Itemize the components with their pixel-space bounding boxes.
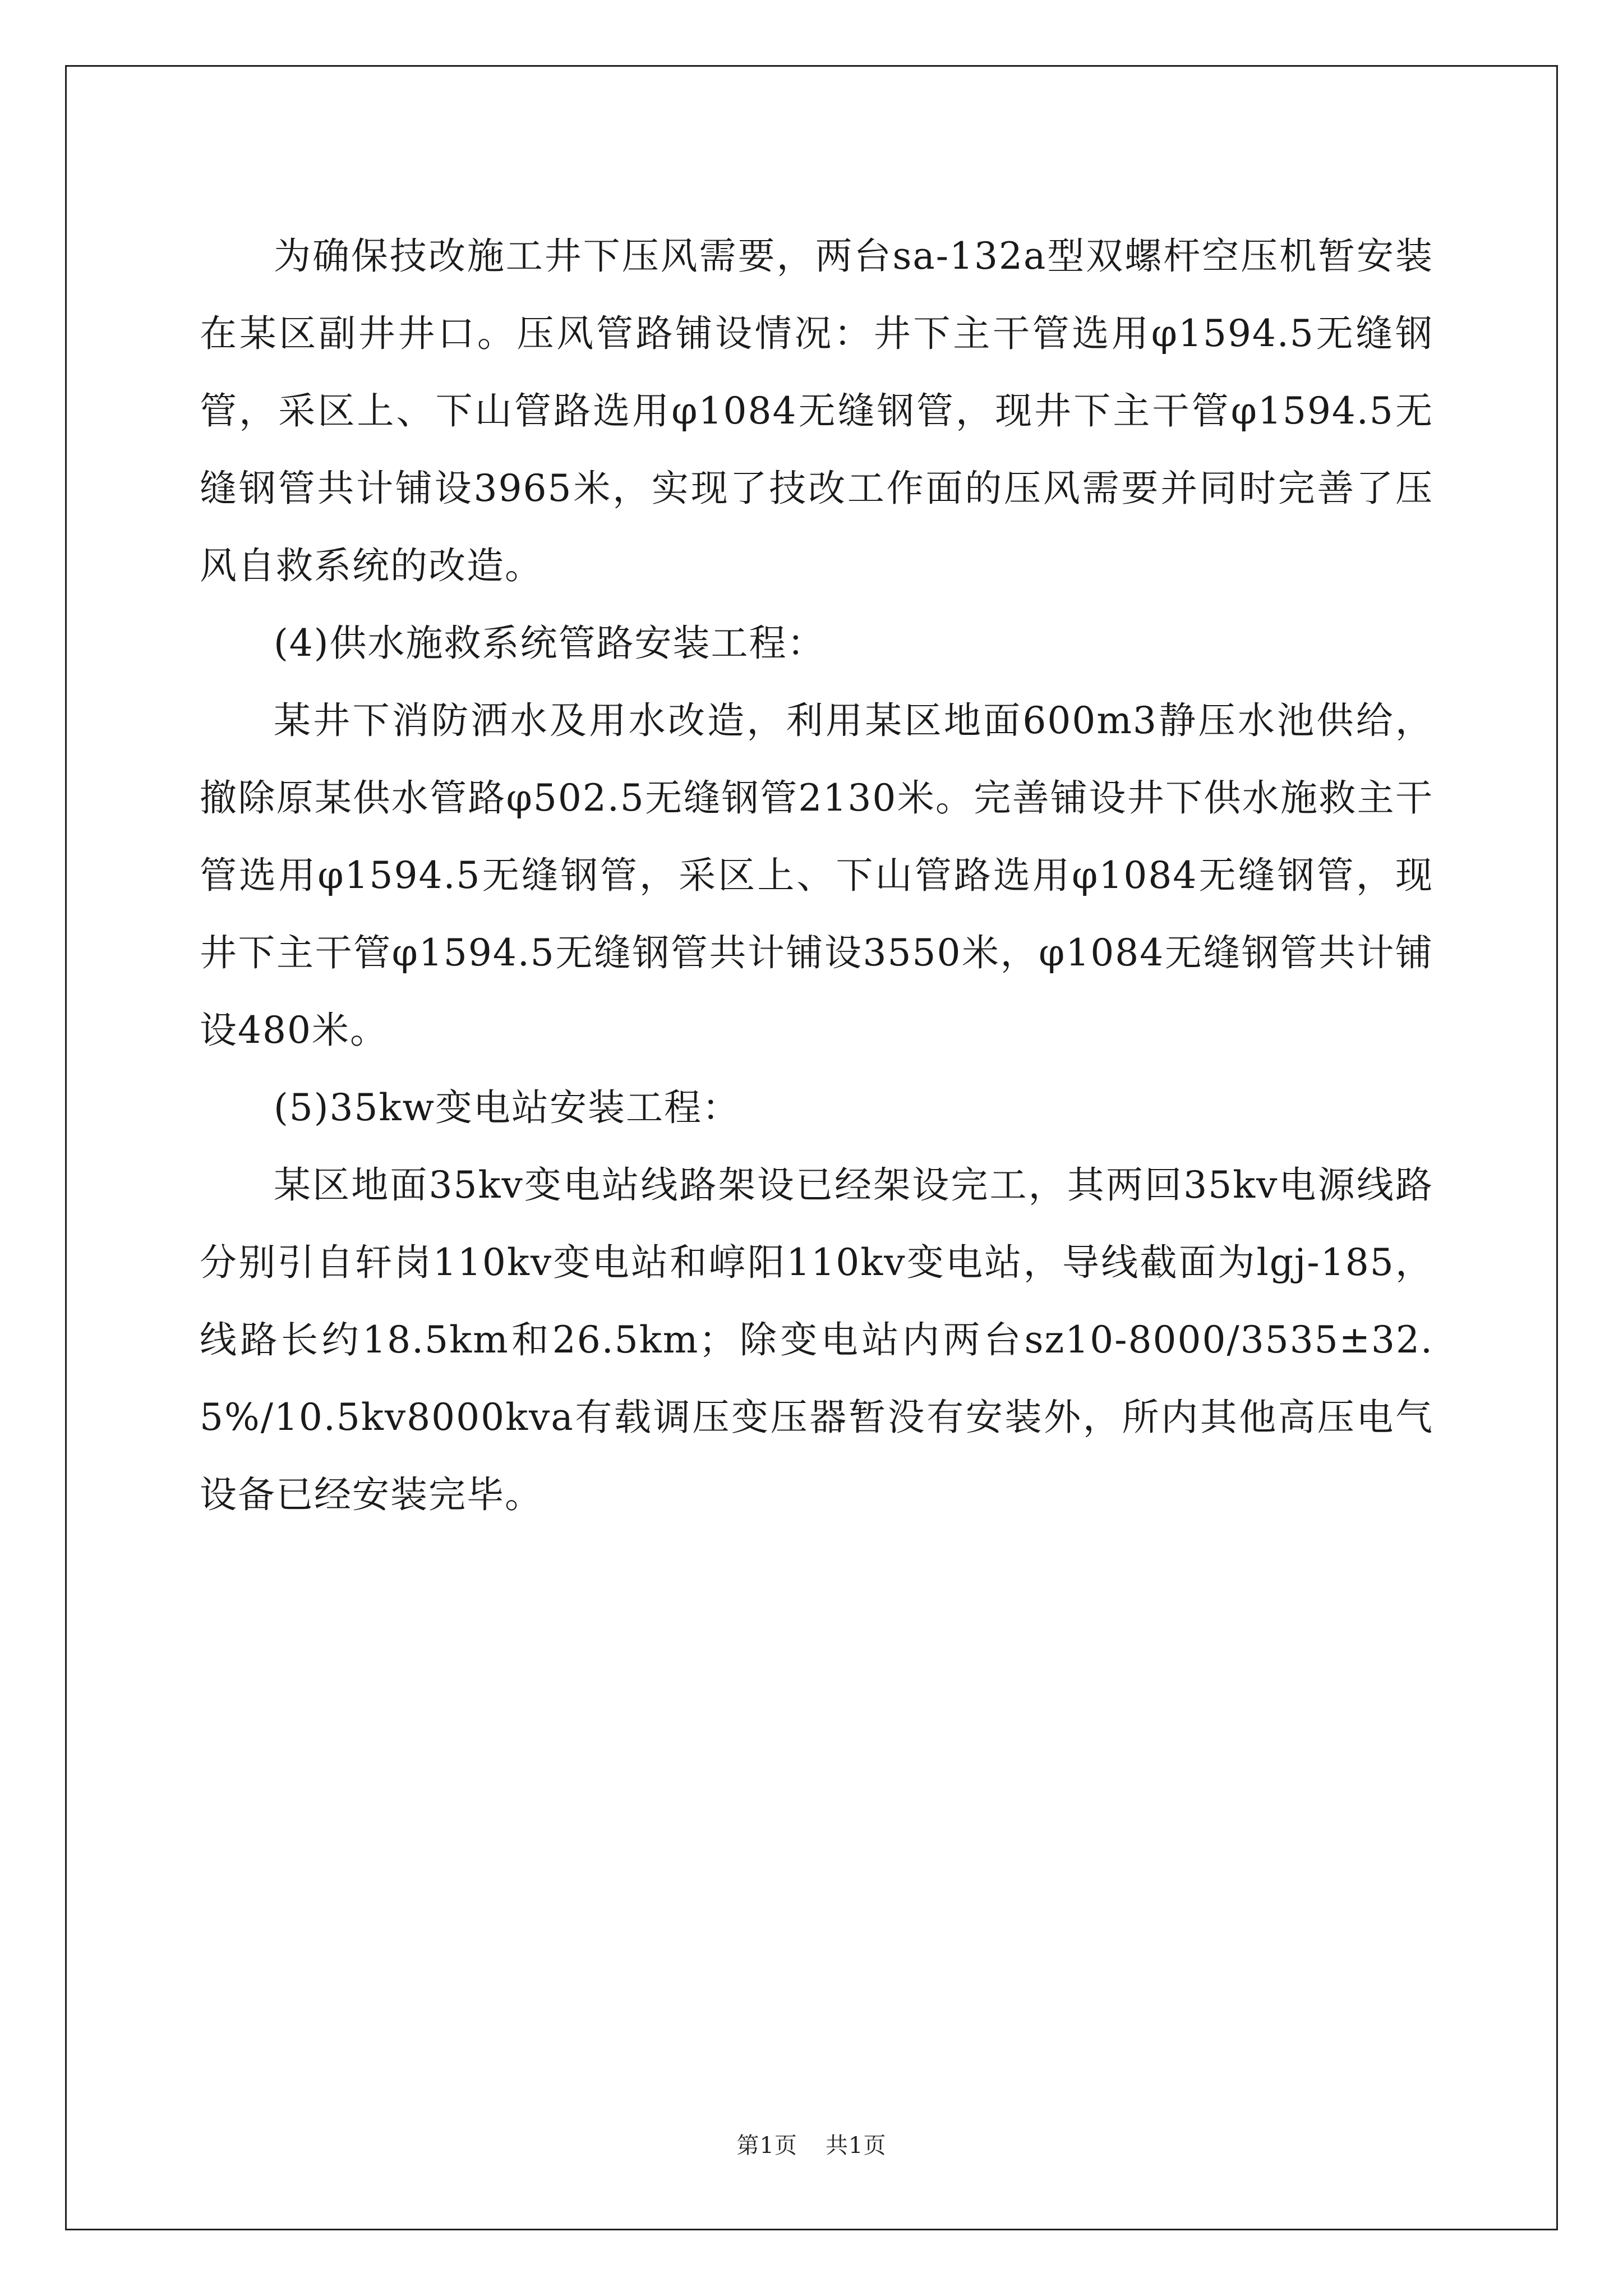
section-heading-substation: (5)35kw变电站安装工程： [274, 1086, 740, 1129]
paragraph-compressed-air: 为确保技改施工井下压风需要，两台sa-132a型双螺杆空压机暂安装在某区副井井口。压风管路铺设情况：井下主干管选用φ1594.5无缝钢管，采区上、下山管路选用φ1084无缝钢管，现井下主干管φ1594.5无缝钢管共计铺设3965米，实现了技改工作面的压风需要并同时完善了压风自救系统的改造。 [200, 234, 1433, 587]
page-footer [0, 2132, 1623, 2160]
section-heading-water-supply: (4)供水施救系统管路安装工程： [274, 622, 826, 665]
page-total: 共1页 [826, 2133, 887, 2159]
paragraph-substation: 某区地面35kv变电站线路架设已经架设完工，其两回35kv电源线路分别引自轩岗110kv变电站和崞阳110kv变电站，导线截面为lgj-185，线路长约18.5km和26.5km；除变电站内两台sz10-8000/3535±32.5%/10.5kv8000kva有载调压变压器暂没有安装外，所内其他高压电气设备已经安装完毕。 [200, 1163, 1433, 1516]
page-number: 第1页 [736, 2133, 797, 2159]
paragraph-water-supply: 某井下消防洒水及用水改造，利用某区地面600m3静压水池供给，撤除原某供水管路φ502.5无缝钢管2130米。完善铺设井下供水施救主干管选用φ1594.5无缝钢管，采区上、下山管路选用φ1084无缝钢管，现井下主干管φ1594.5无缝钢管共计铺设3550米，φ1084无缝钢管共计铺设480米。 [200, 699, 1433, 1052]
document-body [200, 218, 1433, 1534]
